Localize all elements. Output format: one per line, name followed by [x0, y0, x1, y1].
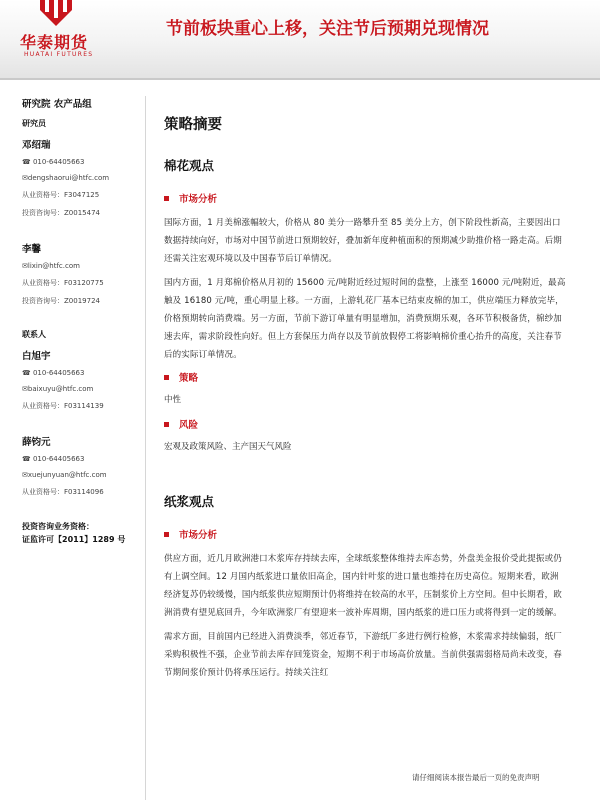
- cotton-risk-value: 宏观及政策风险、主产国天气风险: [164, 442, 292, 452]
- phone-line: ☎ 010-64405663: [22, 369, 85, 377]
- phone-icon: ☎: [22, 158, 33, 166]
- researcher-name: 邓绍瑞: [22, 140, 51, 151]
- mail-icon: ✉: [22, 385, 28, 393]
- bullet-square-icon: [164, 422, 169, 427]
- phone-line: ☎ 010-64405663: [22, 158, 85, 166]
- phone-icon: ☎: [22, 455, 33, 463]
- cotton-market-heading: 市场分析: [164, 191, 566, 205]
- report-title: 节前板块重心上移，关注节后预期兑现情况: [166, 19, 489, 39]
- report-header: [0, 0, 600, 78]
- pulp-demand-paragraph: 需求方面，目前国内已经进入消费淡季，邻近春节，下游纸厂多进行例行检修，木浆需求持续偏弱，纸厂采购积极性不强，企业节前去库存回笼资金，短期不利于市场高价放量。当前供强需弱格局尚未改变，春节期间浆价预计仍将承压运行。持续关注红: [164, 632, 562, 678]
- contact-name: 薛钧元: [22, 437, 51, 448]
- pulp-market-heading: 市场分析: [164, 527, 566, 541]
- disclaimer-footer: 请仔细阅读本报告最后一页的免责声明: [412, 773, 540, 782]
- contact-name: 白旭宇: [22, 351, 51, 362]
- author-sidebar: [22, 96, 140, 546]
- researcher-card: [22, 137, 140, 218]
- bullet-square-icon: [164, 375, 169, 380]
- certification-label: 投资咨询业务资格：: [22, 522, 94, 531]
- pulp-heading: 纸浆观点: [164, 494, 215, 509]
- strategy-summary: [164, 113, 566, 688]
- role-label: 研究员: [22, 119, 46, 128]
- certification-number: 证监许可【2011】1289 号: [22, 535, 126, 544]
- contact-card: [22, 348, 140, 411]
- license-number: 从业资格号：F03114096: [22, 488, 104, 496]
- email-line[interactable]: ✉baixuyu@htfc.com: [22, 385, 94, 393]
- license-number: 从业资格号：F03114139: [22, 402, 104, 410]
- logo-text-en: HUATAI FUTURES: [24, 51, 94, 58]
- researcher-card: [22, 241, 140, 306]
- consult-number: 投资咨询号：Z0019724: [22, 297, 100, 305]
- license-number: 从业资格号：F3047125: [22, 191, 100, 199]
- cotton-heading: 棉花观点: [164, 158, 215, 173]
- cotton-domestic-paragraph: 国内方面，1 月郑棉价格从月初的 15600 元/吨附近经过短时间的盘整，上涨至 16000 元/吨附近，最高触及 16180 元/吨，重心明显上移。一方面，上游轧花厂基本已结束皮棉的加工，供应端压力释放完毕，价格预期转向消费端。另一方面，节前下游订单量有明显增加，消费预期乐观，各环节积极备货，棉纱加速去库，需求阶段性向好。但上方套保压力尚存以及节前放假停工将影响棉价重心抬升的高度，关注春节后的实际订单情况。: [164, 278, 566, 360]
- header-divider: [0, 78, 600, 80]
- department-label: 研究院 农产品组: [22, 99, 92, 110]
- contact-card: [22, 434, 140, 497]
- cotton-strategy-heading: 策略: [164, 370, 566, 384]
- section-title: 策略摘要: [164, 117, 222, 133]
- consult-number: 投资咨询号：Z0015474: [22, 209, 100, 217]
- huatai-logo-icon: [38, 0, 74, 26]
- mail-icon: ✉: [22, 471, 28, 479]
- mail-icon: ✉: [22, 262, 28, 270]
- researcher-name: 李馨: [22, 244, 42, 255]
- phone-icon: ☎: [22, 369, 33, 377]
- contact-label: 联系人: [22, 330, 46, 339]
- bullet-square-icon: [164, 196, 169, 201]
- license-number: 从业资格号：F03120775: [22, 279, 104, 287]
- cotton-international-paragraph: 国际方面，1 月美棉涨幅较大，价格从 80 美分一路攀升至 85 美分上方，创下阶段性新高，主要因出口数据持续向好，市场对中国节前进口预期较好，叠加新年度种植面积的预期减少助推价格一路走高。后期还需关注宏观环境以及中国春节后订单情况。: [164, 218, 562, 264]
- email-line[interactable]: ✉lixin@htfc.com: [22, 262, 80, 270]
- bullet-square-icon: [164, 532, 169, 537]
- mail-icon: ✉: [22, 174, 28, 182]
- pulp-supply-paragraph: 供应方面，近几月欧洲港口木浆库存持续去库，全球纸浆整体维持去库态势，外盘美金报价受此提振或仍有上调空间。12 月国内纸浆进口量依旧高企，国内针叶浆的进口量也维持在历史高位。短期来看，欧洲经济复苏仍较缓慢，国内纸浆供应短期预计仍将维持在较高的水平，压制浆价上方空间。但中长期看，欧洲消费有望见底回升，今年欧洲浆厂有望迎来一波补库周期，国内纸浆的进口压力或将得到一定的缓解。: [164, 554, 562, 618]
- phone-line: ☎ 010-64405663: [22, 455, 85, 463]
- email-line[interactable]: ✉xuejunyuan@htfc.com: [22, 471, 107, 479]
- email-line[interactable]: ✉dengshaorui@htfc.com: [22, 174, 110, 182]
- cotton-risk-heading: 风险: [164, 417, 566, 431]
- cotton-strategy-value: 中性: [164, 395, 182, 405]
- column-divider: [145, 96, 146, 800]
- logo-text-cn: 华泰期货: [20, 33, 89, 52]
